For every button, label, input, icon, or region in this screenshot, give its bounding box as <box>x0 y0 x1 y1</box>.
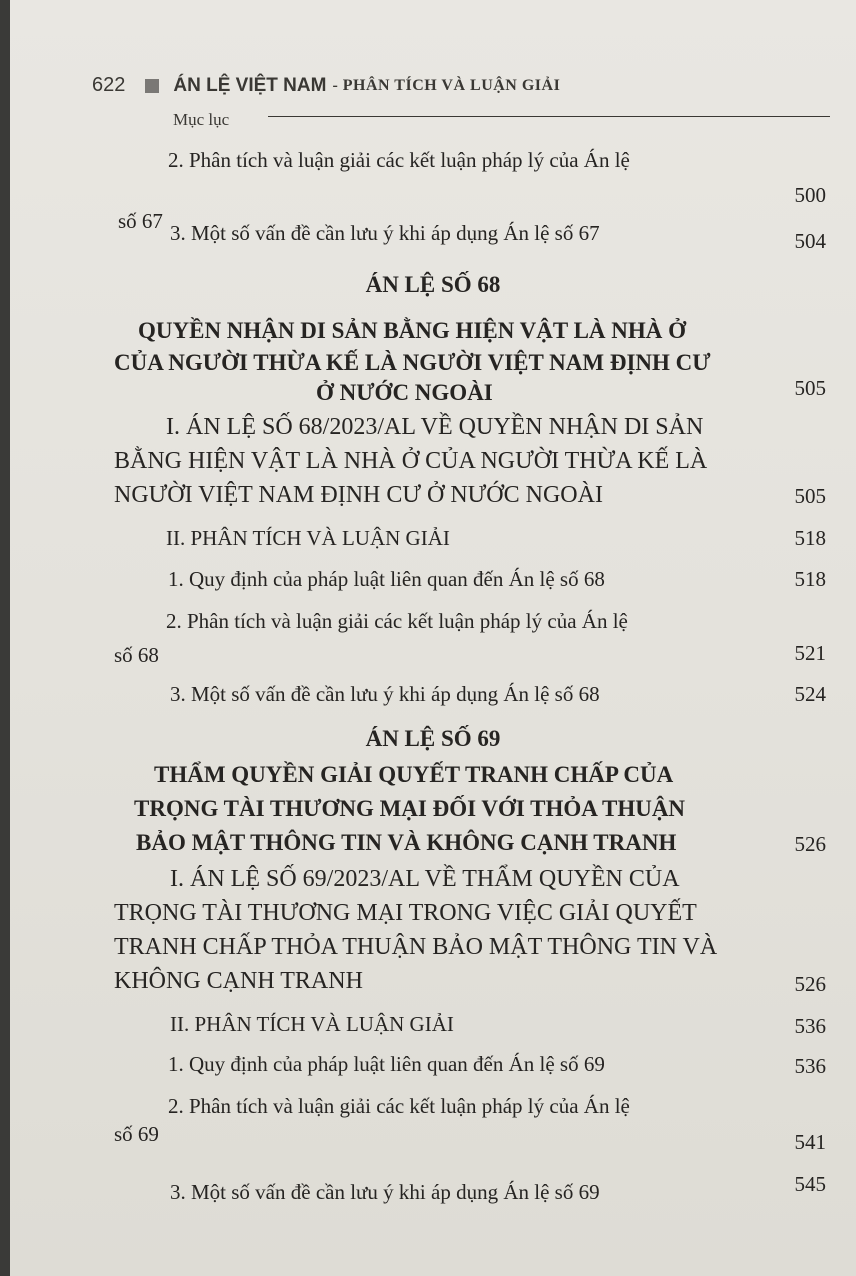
toc-page-number: 518 <box>794 526 826 550</box>
toc-entry-text: 3. Một số vấn đề cần lưu ý khi áp dụng Án lệ số 68 <box>170 682 600 706</box>
toc-entry-text: 2. Phân tích và luận giải các kết luận pháp lý của Án lệ <box>168 1094 630 1118</box>
page-number: 622 <box>92 74 126 96</box>
toc-entry-text: KHÔNG CẠNH TRANH <box>114 968 363 994</box>
toc-entry-text: NGƯỜI VIỆT NAM ĐỊNH CƯ Ở NƯỚC NGOÀI <box>114 482 603 508</box>
toc-entry-text: 2. Phân tích và luận giải các kết luận pháp lý của Án lệ <box>166 609 628 633</box>
precedent-title: CỦA NGƯỜI THỪA KẾ LÀ NGƯỜI VIỆT NAM ĐỊNH CƯ <box>114 350 711 375</box>
toc-page-number: 526 <box>794 832 826 856</box>
toc-page-number: 505 <box>794 376 826 400</box>
toc-entry-text: BẰNG HIỆN VẬT LÀ NHÀ Ở CỦA NGƯỜI THỪA KẾ LÀ <box>114 448 708 474</box>
toc-page-number: 545 <box>794 1172 826 1196</box>
precedent-title: THẨM QUYỀN GIẢI QUYẾT TRANH CHẤP CỦA <box>154 762 674 787</box>
running-header <box>92 74 560 97</box>
toc-page-number: 504 <box>794 229 826 253</box>
toc-entry-text: I. ÁN LỆ SỐ 68/2023/AL VỀ QUYỀN NHẬN DI SẢN <box>166 414 704 440</box>
header-divider <box>268 116 830 117</box>
toc-page-number: 541 <box>794 1130 826 1154</box>
toc-entry-text: II. PHÂN TÍCH VÀ LUẬN GIẢI <box>166 526 450 550</box>
toc-page-number: 500 <box>794 183 826 207</box>
precedent-title: Ở NƯỚC NGOÀI <box>316 380 493 405</box>
book-title: ÁN LỆ VIỆT NAM <box>173 74 327 96</box>
toc-entry-text: 3. Một số vấn đề cần lưu ý khi áp dụng Án lệ số 67 <box>170 221 600 245</box>
toc-page-number: 536 <box>794 1054 826 1078</box>
toc-entry-text: TRANH CHẤP THỎA THUẬN BẢO MẬT THÔNG TIN VÀ <box>114 934 718 960</box>
toc-entry-text: 2. Phân tích và luận giải các kết luận pháp lý của Án lệ <box>168 148 630 172</box>
precedent-title: QUYỀN NHẬN DI SẢN BẰNG HIỆN VẬT LÀ NHÀ Ở <box>138 318 687 343</box>
square-bullet-icon <box>145 79 159 93</box>
precedent-heading: ÁN LỆ SỐ 69 <box>365 726 501 751</box>
toc-page-number: 521 <box>794 641 826 665</box>
toc-page-number: 524 <box>794 682 826 706</box>
section-label: Mục lục <box>173 110 230 129</box>
precedent-heading: ÁN LỆ SỐ 68 <box>365 272 501 297</box>
toc-page-number: 505 <box>794 484 826 508</box>
toc-page-number: 536 <box>794 1014 826 1038</box>
toc-entry-text: 1. Quy định của pháp luật liên quan đến Án lệ số 68 <box>168 567 605 591</box>
book-page <box>10 0 856 1276</box>
precedent-title: BẢO MẬT THÔNG TIN VÀ KHÔNG CẠNH TRANH <box>136 830 677 855</box>
toc-page-number: 526 <box>794 972 826 996</box>
toc-entry-text: số 68 <box>114 643 159 667</box>
toc-entry-text: số 69 <box>114 1122 159 1146</box>
toc-entry-text: số 67 <box>118 209 163 233</box>
toc-page-number: 518 <box>794 567 826 591</box>
precedent-title: TRỌNG TÀI THƯƠNG MẠI ĐỐI VỚI THỎA THUẬN <box>134 796 686 821</box>
toc-entry-text: I. ÁN LỆ SỐ 69/2023/AL VỀ THẨM QUYỀN CỦA <box>170 866 680 892</box>
book-subtitle: - PHÂN TÍCH VÀ LUẬN GIẢI <box>332 76 561 94</box>
toc-entry-text: II. PHÂN TÍCH VÀ LUẬN GIẢI <box>170 1012 454 1036</box>
toc-entry-text: 1. Quy định của pháp luật liên quan đến Án lệ số 69 <box>168 1052 605 1076</box>
toc-entry-text: TRỌNG TÀI THƯƠNG MẠI TRONG VIỆC GIẢI QUYẾT <box>114 900 697 926</box>
toc-entry-text: 3. Một số vấn đề cần lưu ý khi áp dụng Án lệ số 69 <box>170 1180 600 1204</box>
